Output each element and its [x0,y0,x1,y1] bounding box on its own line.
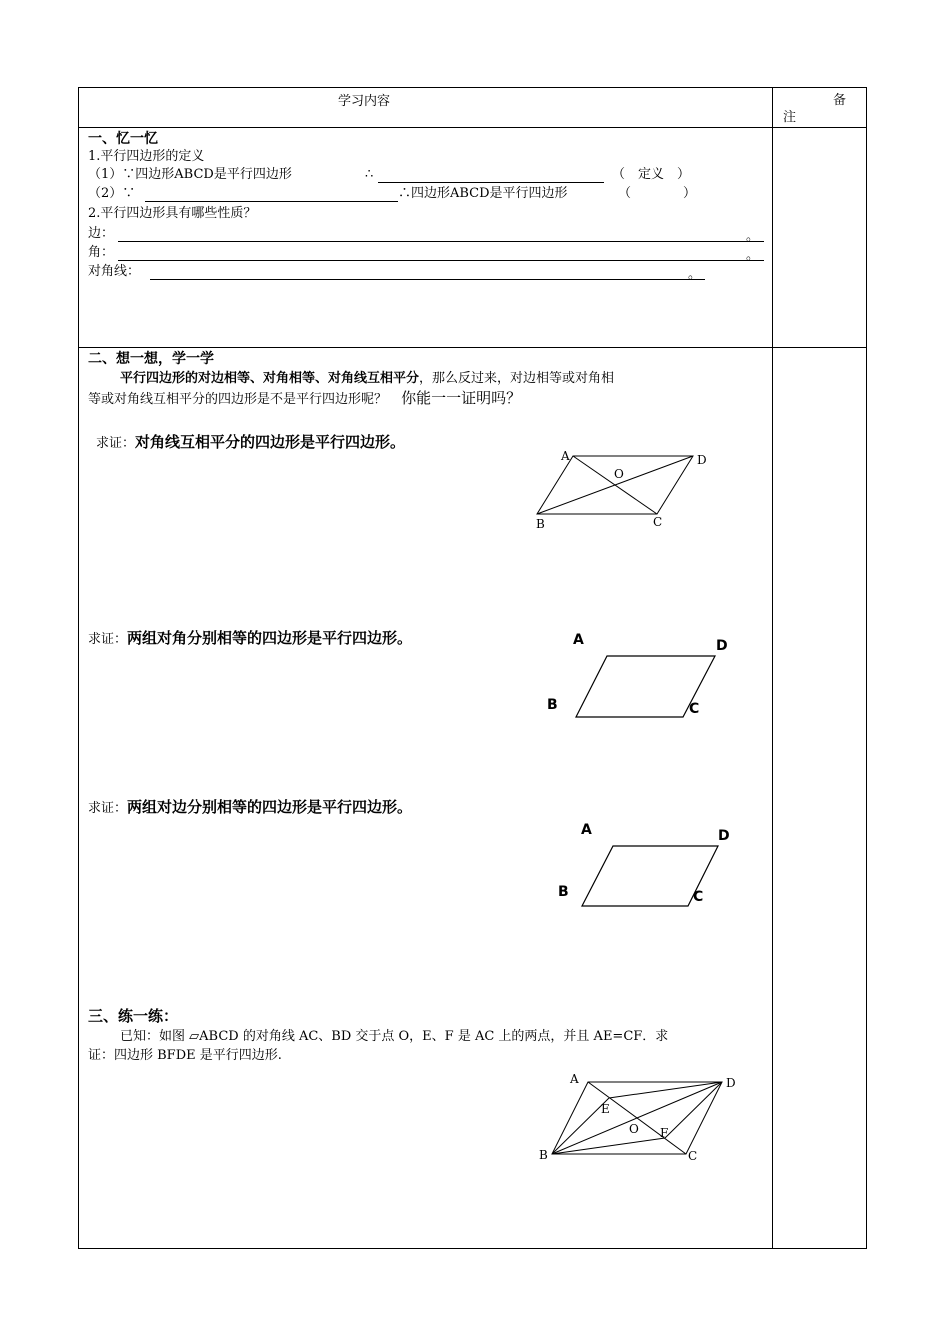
q2-text: 2.平行四边形具有哪些性质？ [88,206,257,221]
angle-label: 角： [88,245,115,260]
figure-practice-problem [530,1065,750,1170]
fig1-label-a: A [561,449,570,463]
table-top-border [78,87,867,88]
remarks-column-divider [772,87,773,1249]
proof1 [96,433,405,453]
problem-line1: 已知：如图 ▱ABCD 的对角线 AC、BD 交于点 O，E、F 是 AC 上的两点，并且 AE=CF．求 [120,1029,669,1044]
fig4-label-d: D [726,1076,736,1090]
proof2 [88,629,412,649]
fig3-label-c: C [693,889,704,905]
fig4-segment-fb [552,1138,665,1154]
remarks-column-header-1: 备 [833,93,847,108]
section1-row-divider [78,347,867,348]
fig1-label-b: B [536,517,545,531]
fig4-label-e: E [601,1102,610,1116]
item2-conclusion: ∴四边形ABCD是平行四边形 [398,186,568,201]
fig1-diagonal-bd [537,456,693,514]
fig4-segment-ed [609,1082,722,1098]
fig2-label-a: A [573,632,584,648]
intro-bold: 平行四边形的对边相等、对角相等、对角线互相平分 [120,371,420,386]
intro-line2: 等或对角线互相平分的四边形是不是平行四边形呢？ [88,392,388,407]
proof2-prefix: 求证： [88,632,128,647]
proof1-prefix: 求证： [96,436,136,451]
table-right-border [866,87,867,1249]
fig4-segment-df [665,1082,722,1138]
diagonal-blank[interactable] [150,279,705,280]
section2-intro-line2 [88,389,521,409]
proof3-prefix: 求证： [88,801,128,816]
intro-question: 你能一一证明吗？ [401,389,522,407]
fig1-label-o: O [614,467,624,481]
item2-prefix: （2）∵ [88,186,136,201]
header-row-divider [78,127,867,128]
proof1-statement: 对角线互相平分的四边形是平行四边形。 [135,433,406,451]
fig4-label-b: B [539,1148,548,1162]
figure-opposite-sides [550,815,750,915]
fig4-label-o: O [629,1122,639,1136]
item1-therefore: ∴ [365,167,374,182]
fig3-label-b: B [558,884,569,900]
table-left-border [78,87,79,1249]
item1-blank[interactable] [378,182,604,183]
angle-blank[interactable] [118,260,764,261]
fig3-label-a: A [581,822,592,838]
diagonal-label: 对角线： [88,264,141,279]
q1-text: 1.平行四边形的定义 [88,149,205,164]
remarks-column-header-2: 注 [783,110,797,125]
fig2-label-d: D [716,638,728,654]
fig1-label-c: C [653,515,663,529]
section3-title: 三、练一练： [88,1007,179,1025]
proof3 [88,798,412,818]
fig4-diagonal-bd [552,1082,722,1154]
fig4-label-c: C [688,1149,698,1163]
figure-diagonals-bisect [525,440,725,535]
fig2-label-c: C [689,701,700,717]
side-label: 边： [88,226,115,241]
fig4-label-f: F [660,1126,669,1140]
content-column-header: 学习内容 [338,94,391,109]
item1-reason: （ 定义 ） [612,167,691,182]
section2-intro-line1 [120,370,614,388]
item1-prefix: （1）∵四边形ABCD是平行四边形 [88,167,292,182]
diagonal-end-mark: 。 [688,267,702,282]
side-blank[interactable] [118,241,764,242]
problem-line2: 证：四边形 BFDE 是平行四边形. [88,1048,282,1063]
fig2-label-b: B [547,697,558,713]
proof2-statement: 两组对角分别相等的四边形是平行四边形。 [127,629,413,647]
section2-title: 二、想一想，学一学 [88,351,214,367]
angle-end-mark: 。 [746,248,760,263]
intro-rest: ，那么反过来，对边相等或对角相 [419,371,615,386]
table-bottom-border [78,1248,867,1249]
item2-reason: （ ） [618,186,697,201]
figure-opposite-angles [540,625,740,725]
side-end-mark: 。 [746,229,760,244]
fig1-label-d: D [697,453,707,467]
proof3-statement: 两组对边分别相等的四边形是平行四边形。 [127,798,413,816]
fig4-label-a: A [570,1072,579,1086]
fig3-label-d: D [718,828,730,844]
item2-blank[interactable] [145,201,398,202]
section1-title: 一、忆一忆 [88,131,158,147]
